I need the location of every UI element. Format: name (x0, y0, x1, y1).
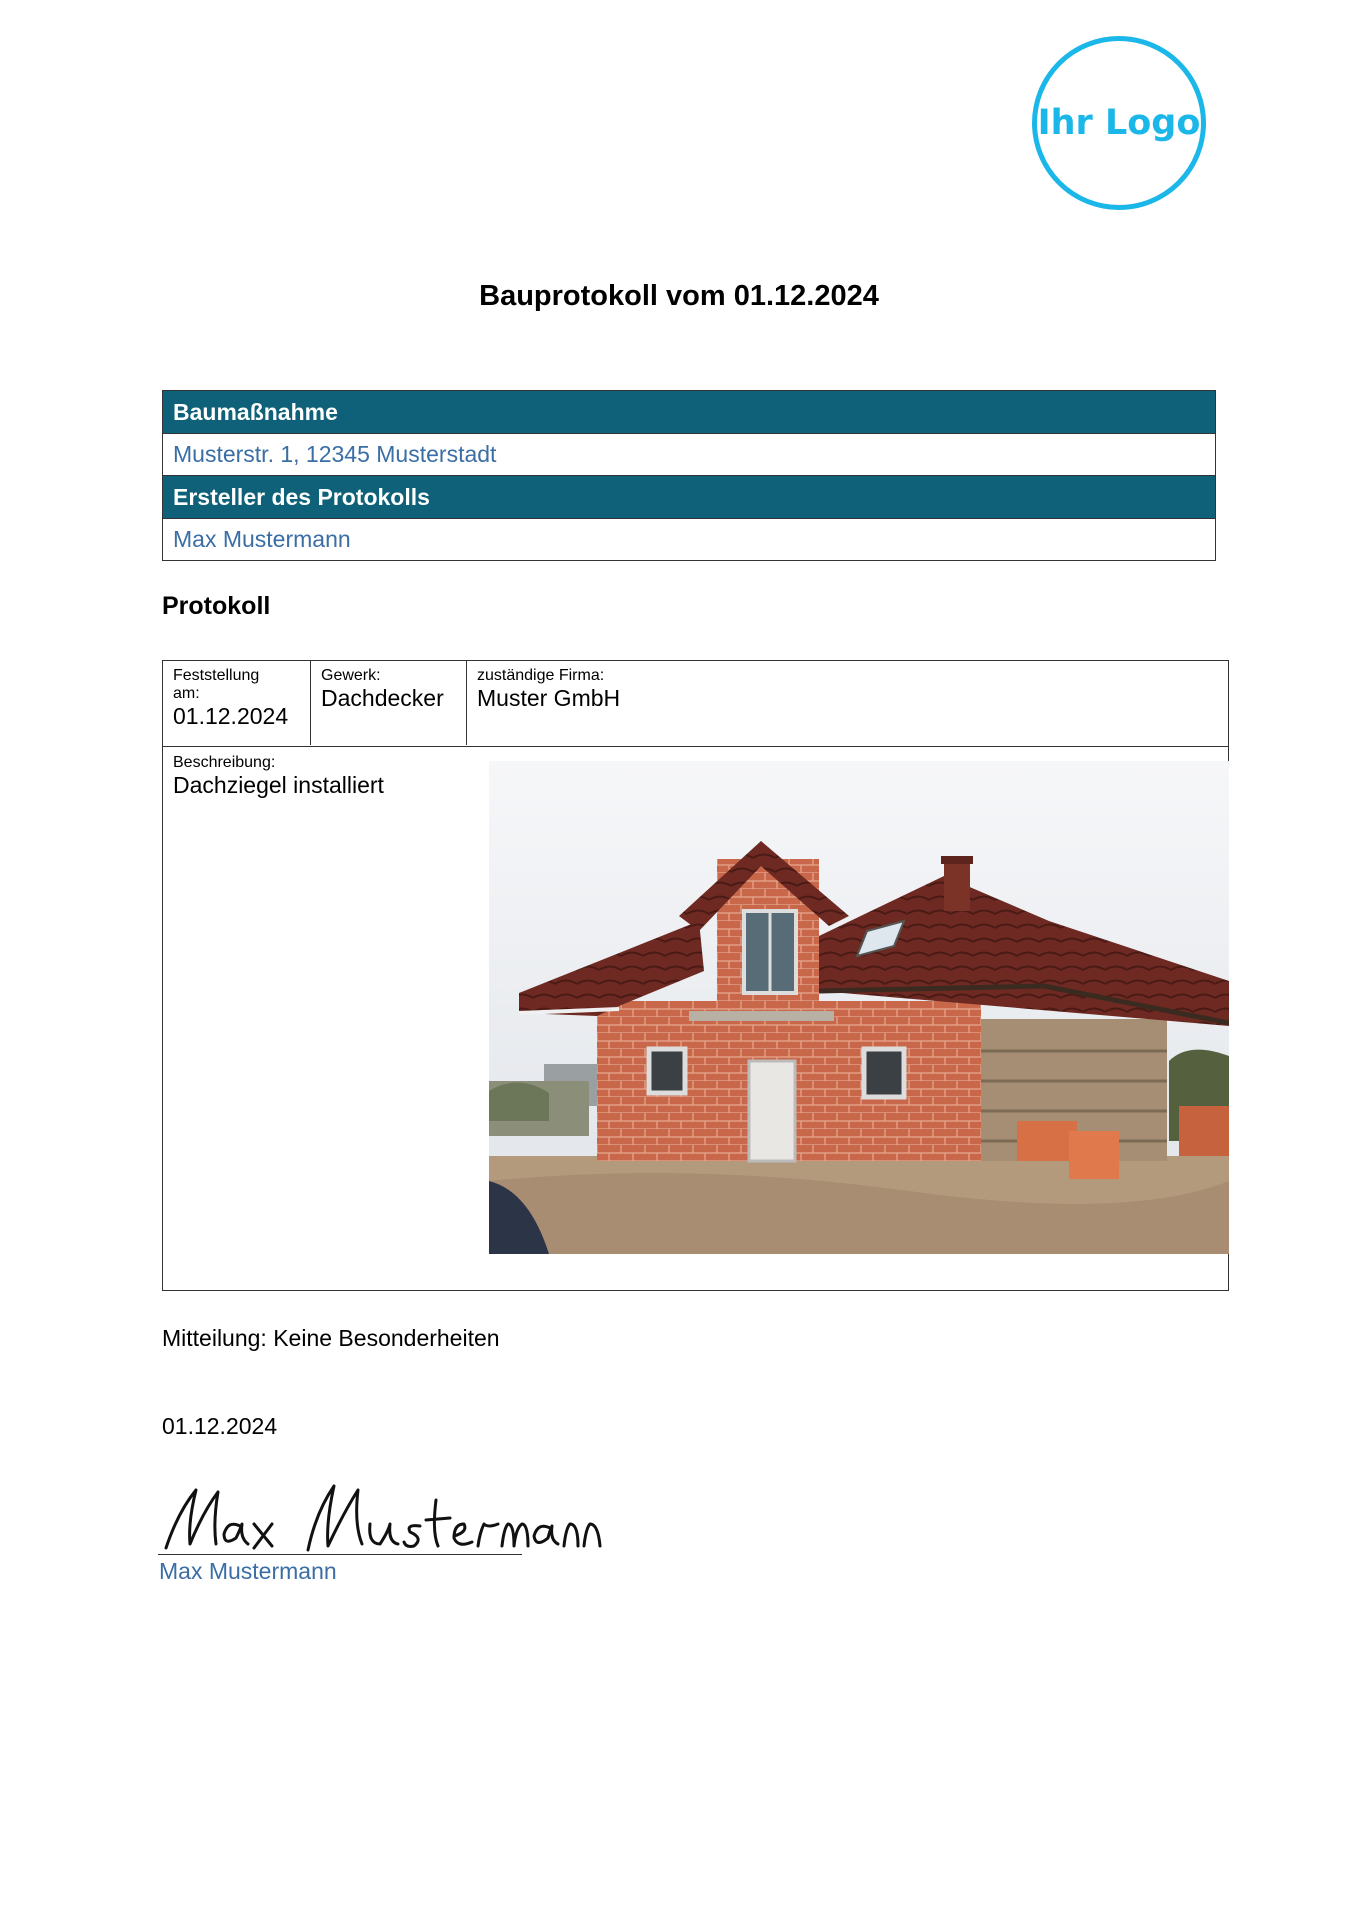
description-label: Beschreibung: (173, 754, 276, 771)
company-label: zuständige Firma: (477, 667, 605, 684)
signature-name: Max Mustermann (159, 1558, 337, 1584)
logo-text: Ihr Logo (1037, 103, 1201, 143)
signature-line (158, 1554, 522, 1555)
date-value: 01.12.2024 (173, 703, 289, 729)
handwritten-signature (158, 1472, 608, 1562)
measure-value: Musterstr. 1, 12345 Musterstadt (163, 434, 1215, 476)
message-text: Mitteilung: Keine Besonderheiten (162, 1325, 500, 1351)
description-block (173, 754, 384, 798)
section-title: Protokoll (162, 592, 271, 620)
trade-label: Gewerk: (321, 667, 381, 684)
info-table (162, 390, 1216, 561)
protocol-table (162, 660, 1229, 1291)
trade-cell (311, 661, 467, 745)
protocol-header-row (163, 661, 1228, 747)
trade-value: Dachdecker (321, 685, 444, 711)
company-value: Muster GmbH (477, 685, 621, 711)
author-value: Max Mustermann (173, 526, 351, 552)
date-label: Feststellung am: (173, 667, 260, 702)
company-cell (467, 661, 1228, 745)
author-header: Ersteller des Protokolls (163, 476, 1215, 519)
company-logo (1032, 36, 1206, 210)
description-value: Dachziegel installiert (173, 772, 384, 798)
measure-header: Baumaßnahme (163, 391, 1215, 434)
document-title: Bauprotokoll vom 01.12.2024 (479, 280, 879, 312)
signature-date: 01.12.2024 (162, 1413, 278, 1439)
construction-photo (489, 761, 1229, 1254)
date-cell (163, 661, 311, 745)
